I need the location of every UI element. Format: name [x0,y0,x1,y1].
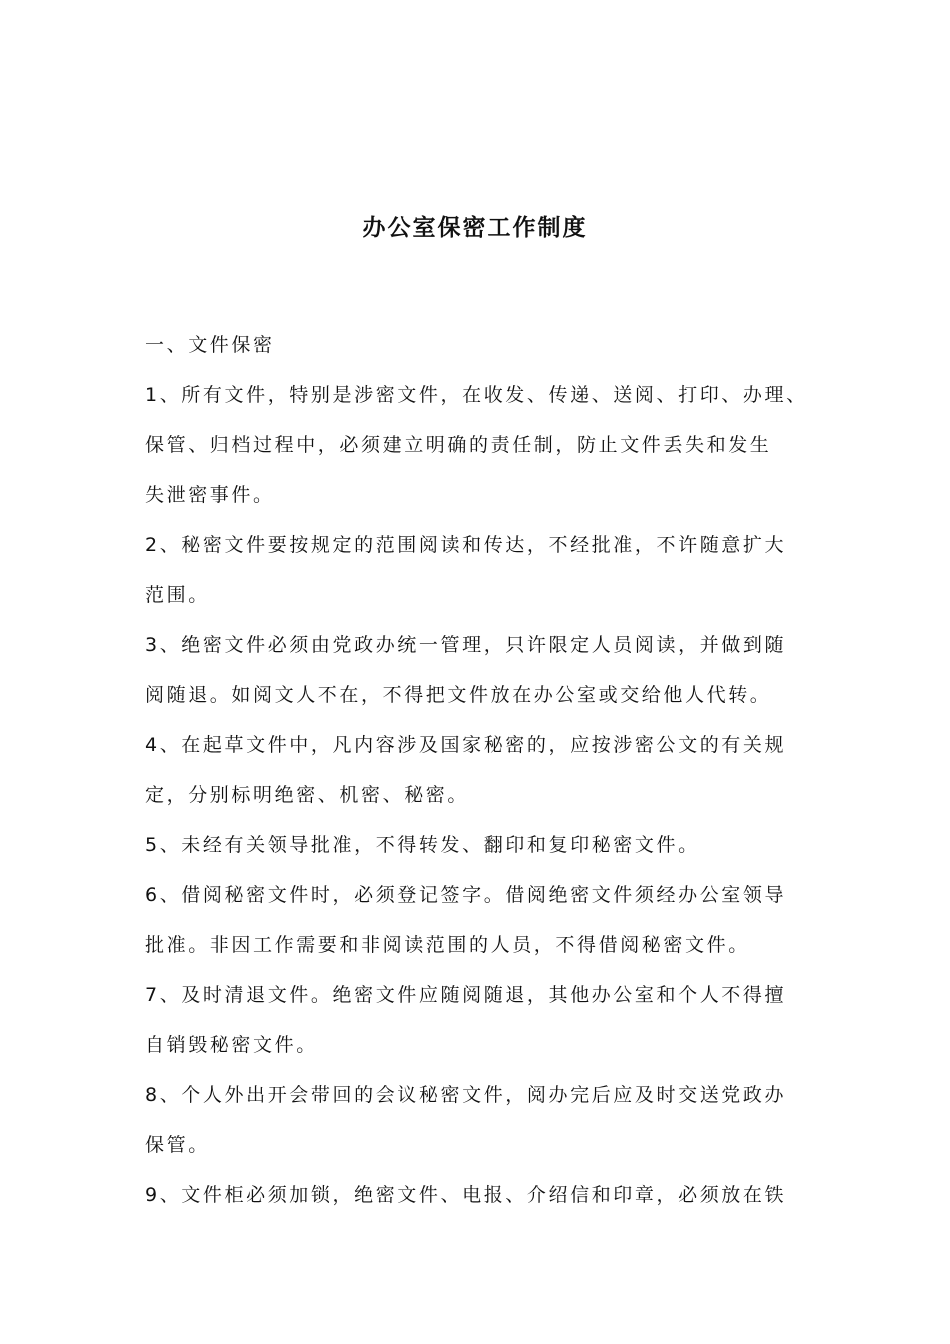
paragraph-line: 2、秘密文件要按规定的范围阅读和传达，不经批准，不许随意扩大 [145,534,787,556]
paragraph-line: 定，分别标明绝密、机密、秘密。 [145,784,470,806]
paragraph-line: 7、及时清退文件。绝密文件应随阅随退，其他办公室和个人不得擅 [145,984,787,1006]
paragraph-line: 自销毁秘密文件。 [145,1034,318,1056]
paragraph-line: 8、个人外出开会带回的会议秘密文件，阅办完后应及时交送党政办 [145,1084,787,1106]
paragraph-line: 保管。 [145,1134,210,1156]
paragraph-line: 批准。非因工作需要和非阅读范围的人员，不得借阅秘密文件。 [145,934,750,956]
paragraph-line: 5、未经有关领导批准，不得转发、翻印和复印秘密文件。 [145,834,700,856]
paragraph-line: 6、借阅秘密文件时，必须登记签字。借阅绝密文件须经办公室领导 [145,884,787,906]
paragraph-line: 3、绝密文件必须由党政办统一管理，只许限定人员阅读，并做到随 [145,634,787,656]
paragraph-line: 范围。 [145,584,210,606]
paragraph-line: 阅随退。如阅文人不在，不得把文件放在办公室或交给他人代转。 [145,684,772,706]
paragraph-line: 9、文件柜必须加锁，绝密文件、电报、介绍信和印章，必须放在铁 [145,1184,787,1206]
document-body [145,325,825,1225]
paragraph-line: 1、所有文件，特别是涉密文件，在收发、传递、送阅、打印、办理、 [145,384,808,406]
paragraph-line: 4、在起草文件中，凡内容涉及国家秘密的，应按涉密公文的有关规 [145,734,787,756]
section-heading: 一、文件保密 [145,334,275,356]
paragraph-line: 保管、归档过程中，必须建立明确的责任制，防止文件丢失和发生 [145,434,772,456]
document-title: 办公室保密工作制度 [362,214,588,241]
paragraph-line: 失泄密事件。 [145,484,275,506]
